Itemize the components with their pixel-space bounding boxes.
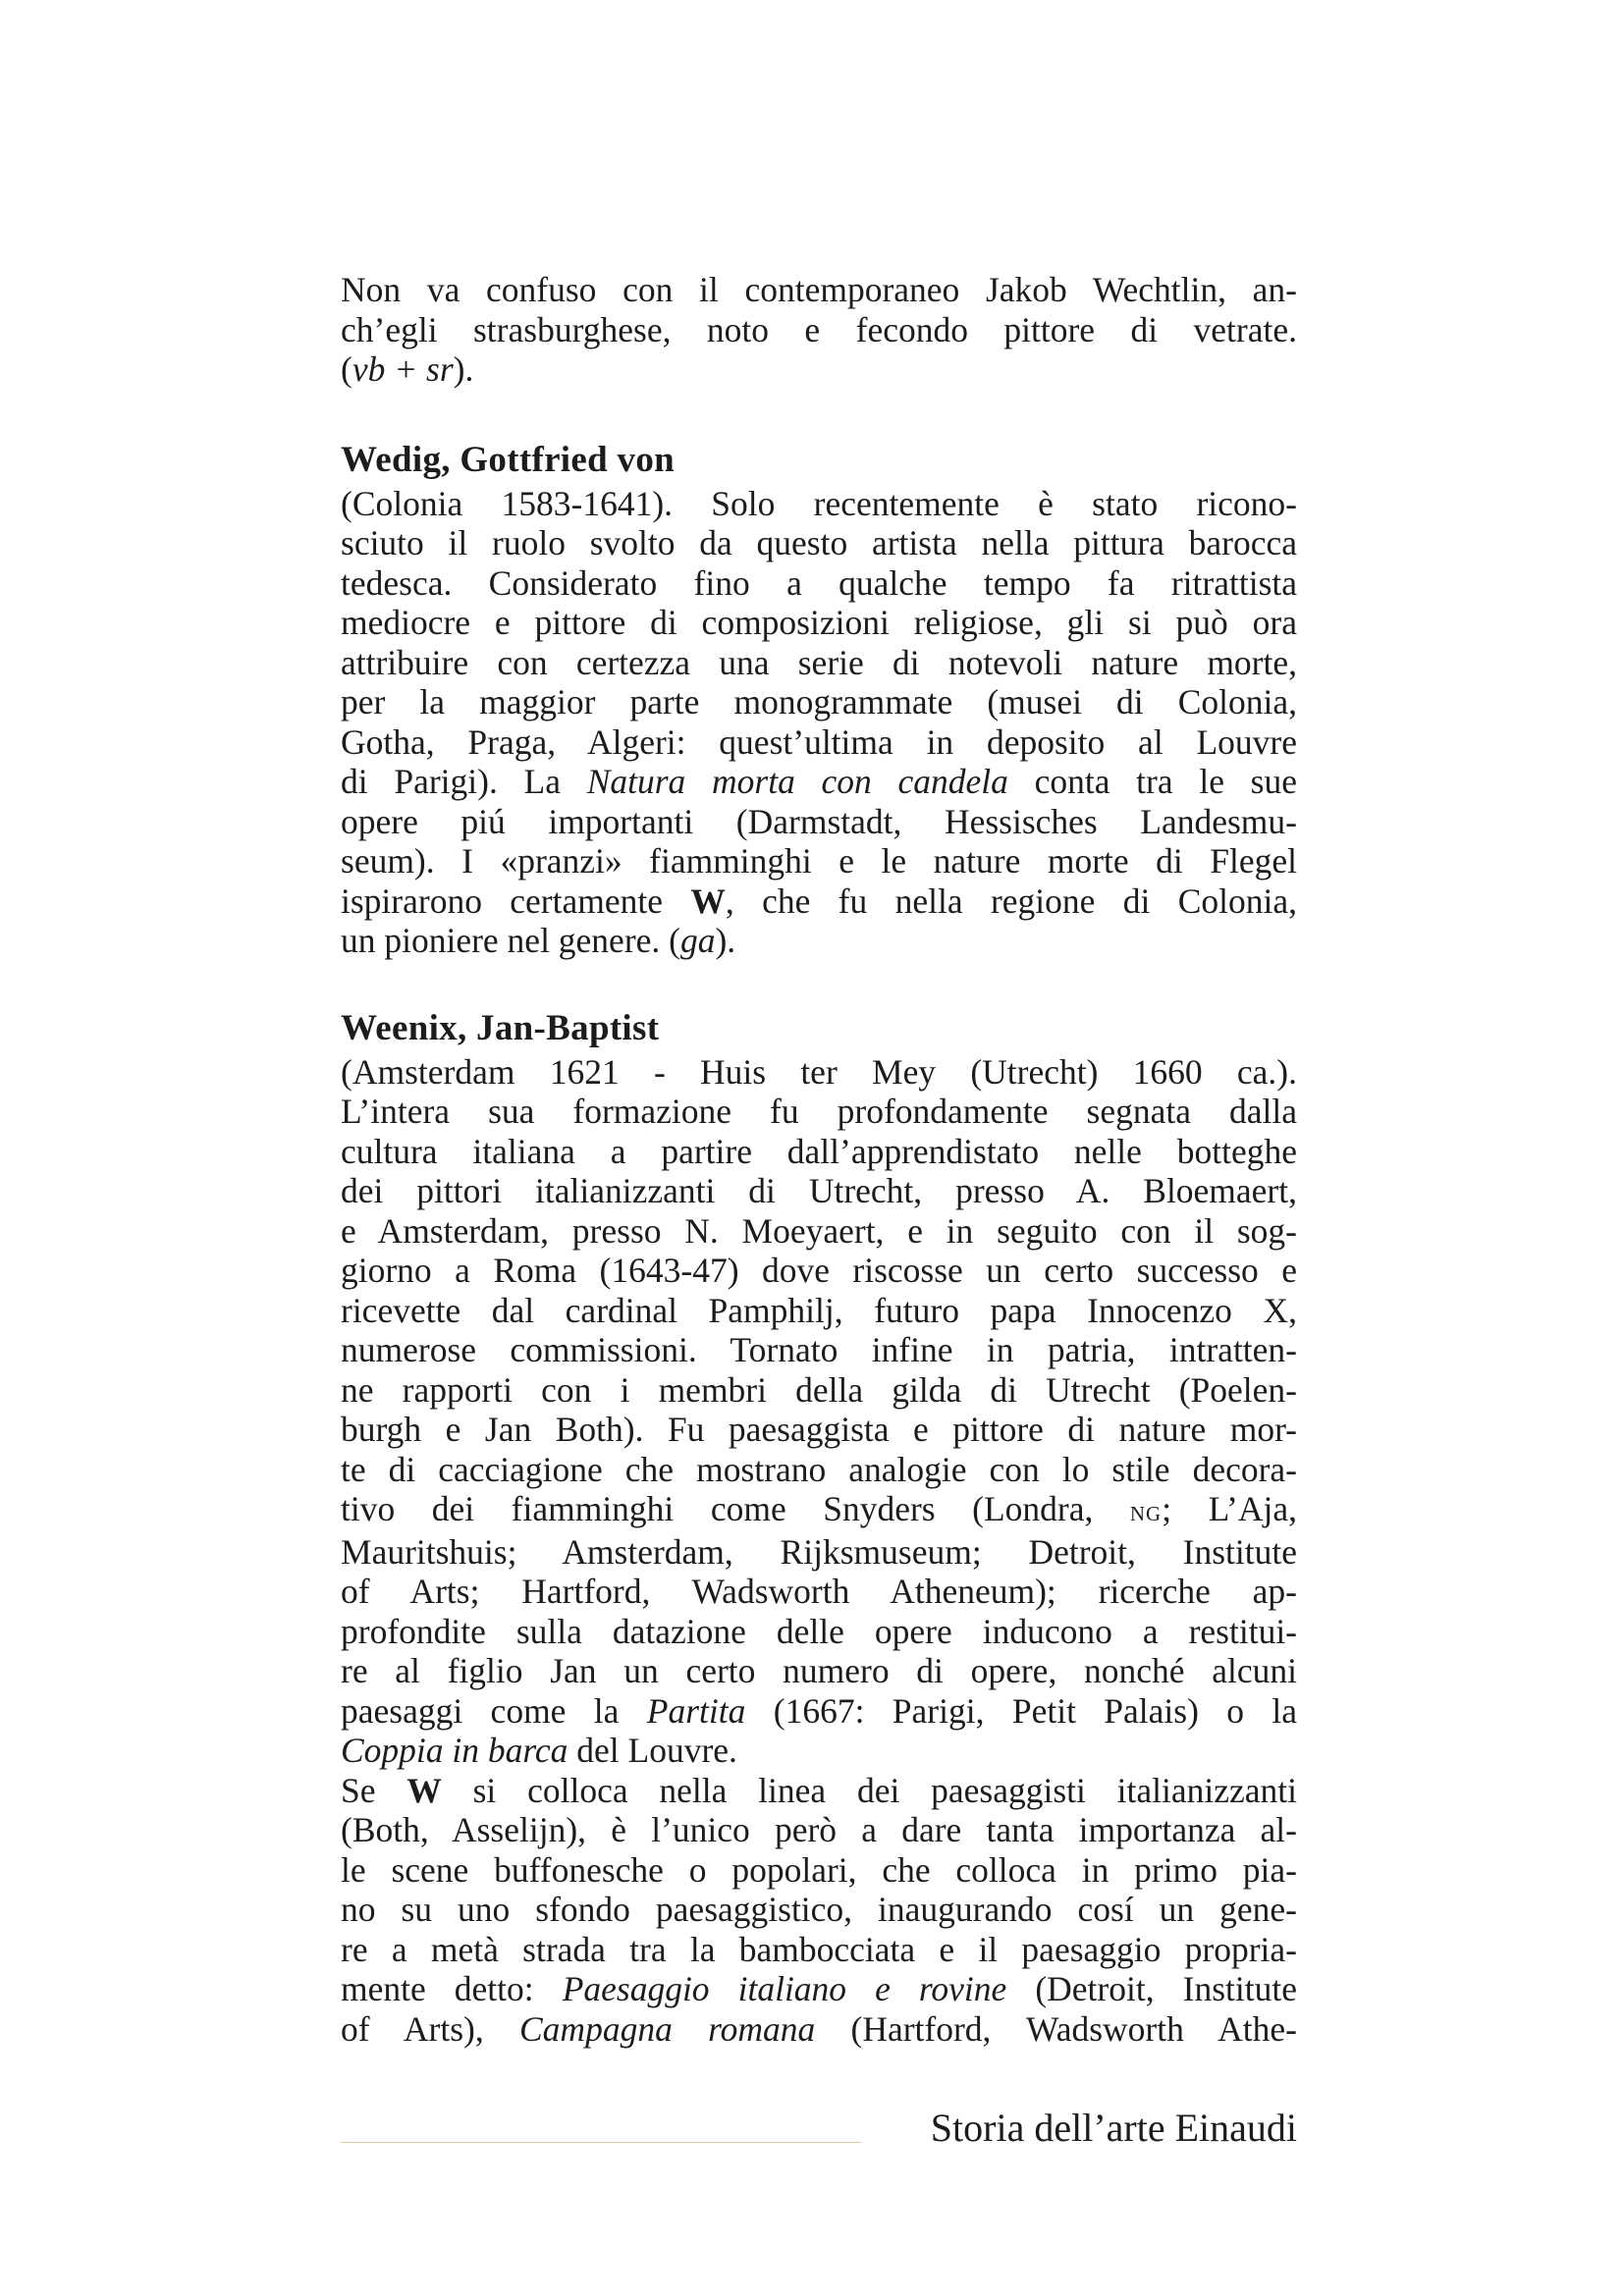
text-line: [341, 1691, 1297, 1732]
text-line: of Arts; Hartford, Wadsworth Atheneum); ricerche ap-: [341, 1572, 1297, 1611]
text-run: (Detroit, Institute: [1006, 1969, 1297, 2008]
text-line: Gotha, Praga, Algeri: quest’ultima in deposito al Louvre: [341, 721, 1297, 762]
text-line: re a metà strada tra la bambocciata e il paesaggio propria-: [341, 1929, 1297, 1969]
text-line: no su uno sfondo paesaggistico, inaugurando cosí un gene-: [341, 1890, 1297, 1929]
intro-signature-line: [341, 349, 1297, 390]
signature-open: (: [341, 349, 352, 389]
publication-title: Storia dell’arte Einaudi: [930, 2106, 1297, 2150]
text-line: te di cacciagione che mostrano analogie con lo stile decora-: [341, 1449, 1297, 1489]
page-content: [341, 270, 1297, 2049]
text-line: [341, 1731, 1297, 1771]
entry-heading-wedig: Wedig, Gottfried von: [341, 439, 676, 480]
text-line: profondite sulla datazione delle opere inducono a restitui-: [341, 1611, 1297, 1651]
text-line: opere piú importanti (Darmstadt, Hessisches Landesmu-: [341, 801, 1297, 841]
text-line: e Amsterdam, presso N. Moeyaert, e in seguito con il sog-: [341, 1210, 1297, 1251]
text-line: seum). I «pranzi» fiamminghi e le nature morte di Flegel: [341, 841, 1297, 881]
artwork-title: Paesaggio italiano e rovine: [562, 1969, 1007, 2008]
text-line: [341, 921, 1297, 961]
text-line: [341, 1969, 1297, 2009]
artwork-title: Partita: [646, 1690, 746, 1731]
entry-body-wedig: [341, 484, 1297, 961]
museum-abbreviation: ng: [1129, 1495, 1163, 1527]
text-line: sciuto il ruolo svolto da questo artista nella pittura barocca: [341, 523, 1297, 562]
text-line: [341, 762, 1297, 802]
author-signature: ga: [679, 921, 716, 960]
text-line: mediocre e pittore di composizioni religiose, gli si può ora: [341, 603, 1297, 642]
text-line: ricevette dal cardinal Pamphilj, futuro papa Innocenzo X,: [341, 1290, 1297, 1330]
intro-paragraph: [341, 270, 1297, 390]
text-run: tivo dei fiamminghi come Snyders (Londra,: [341, 1489, 1130, 1528]
intro-line-2: ch’egli strasburghese, noto e fecondo pittore di vetrate.: [341, 309, 1297, 349]
text-line: Mauritshuis; Amsterdam, Rijksmuseum; Detroit, Institute: [341, 1531, 1297, 1572]
text-run: ; L’Aja,: [1162, 1489, 1297, 1528]
artwork-title: Campagna romana: [519, 2008, 816, 2049]
text-line: [341, 2009, 1297, 2050]
text-run: mente detto:: [341, 1969, 563, 2008]
text-run: ).: [715, 921, 736, 960]
text-line: [341, 1771, 1297, 1811]
page-footer: [341, 2104, 1297, 2153]
text-line: re al figlio Jan un certo numero di opere, nonché alcuni: [341, 1651, 1297, 1690]
text-line: [341, 1489, 1297, 1532]
text-line: (Amsterdam 1621 - Huis ter Mey (Utrecht) 1660 ca.).: [341, 1051, 1297, 1092]
text-line: attribuire con certezza una serie di notevoli nature morte,: [341, 642, 1297, 682]
text-line: tedesca. Considerato fino a qualche tempo fa ritrattista: [341, 562, 1297, 603]
text-run: of Arts),: [341, 2008, 519, 2049]
intro-line-1: Non va confuso con il contemporaneo Jakob Wechtlin, an-: [341, 270, 1297, 309]
text-line: burgh e Jan Both). Fu paesaggista e pittore di nature mor-: [341, 1410, 1297, 1449]
text-line: le scene buffonesche o popolari, che colloca in primo pia-: [341, 1849, 1297, 1890]
text-run: conta tra le sue: [1007, 762, 1297, 801]
text-line: (Both, Asselijn), è l’unico però a dare tanta importanza al-: [341, 1810, 1297, 1849]
text-run: Se: [341, 1770, 407, 1810]
text-line: dei pittori italianizzanti di Utrecht, presso A. Bloemaert,: [341, 1171, 1297, 1210]
text-run: (1667: Parigi, Petit Palais) o la: [745, 1690, 1298, 1731]
artist-initial: W: [406, 1770, 442, 1810]
text-line: L’intera sua formazione fu profondamente segnata dalla: [341, 1092, 1297, 1131]
author-signature: vb + sr: [352, 349, 454, 389]
text-run: (Hartford, Wadsworth Athe-: [815, 2008, 1298, 2049]
text-line: per la maggior parte monogrammate (musei di Colonia,: [341, 682, 1297, 721]
footer-rule: [341, 2142, 861, 2143]
artwork-title: Natura morta con candela: [586, 762, 1008, 801]
artist-initial: W: [690, 881, 726, 921]
text-line: numerose commissioni. Tornato infine in patria, intratten-: [341, 1330, 1297, 1369]
artwork-title: Coppia in barca: [341, 1731, 568, 1770]
text-run: paesaggi come la: [341, 1690, 647, 1731]
text-line: ne rapporti con i membri della gilda di Utrecht (Poelen-: [341, 1369, 1297, 1410]
text-line: [341, 881, 1297, 922]
text-line: (Colonia 1583-1641). Solo recentemente è stato ricono-: [341, 483, 1297, 523]
text-line: giorno a Roma (1643-47) dove riscosse un certo successo e: [341, 1251, 1297, 1290]
text-run: di Parigi). La: [341, 762, 587, 801]
text-run: ispirarono certamente: [341, 881, 691, 921]
text-run: un pioniere nel genere. (: [341, 921, 680, 960]
text-run: , che fu nella regione di Colonia,: [725, 881, 1297, 921]
entry-heading-weenix: Weenix, Jan-Baptist: [341, 1007, 660, 1048]
entry-body-weenix: [341, 1052, 1297, 2050]
signature-close: ).: [453, 349, 474, 389]
text-line: cultura italiana a partire dall’apprendistato nelle botteghe: [341, 1131, 1297, 1171]
text-run: del Louvre.: [568, 1731, 737, 1770]
text-run: si colloca nella linea dei paesaggisti italianizzanti: [441, 1770, 1298, 1810]
